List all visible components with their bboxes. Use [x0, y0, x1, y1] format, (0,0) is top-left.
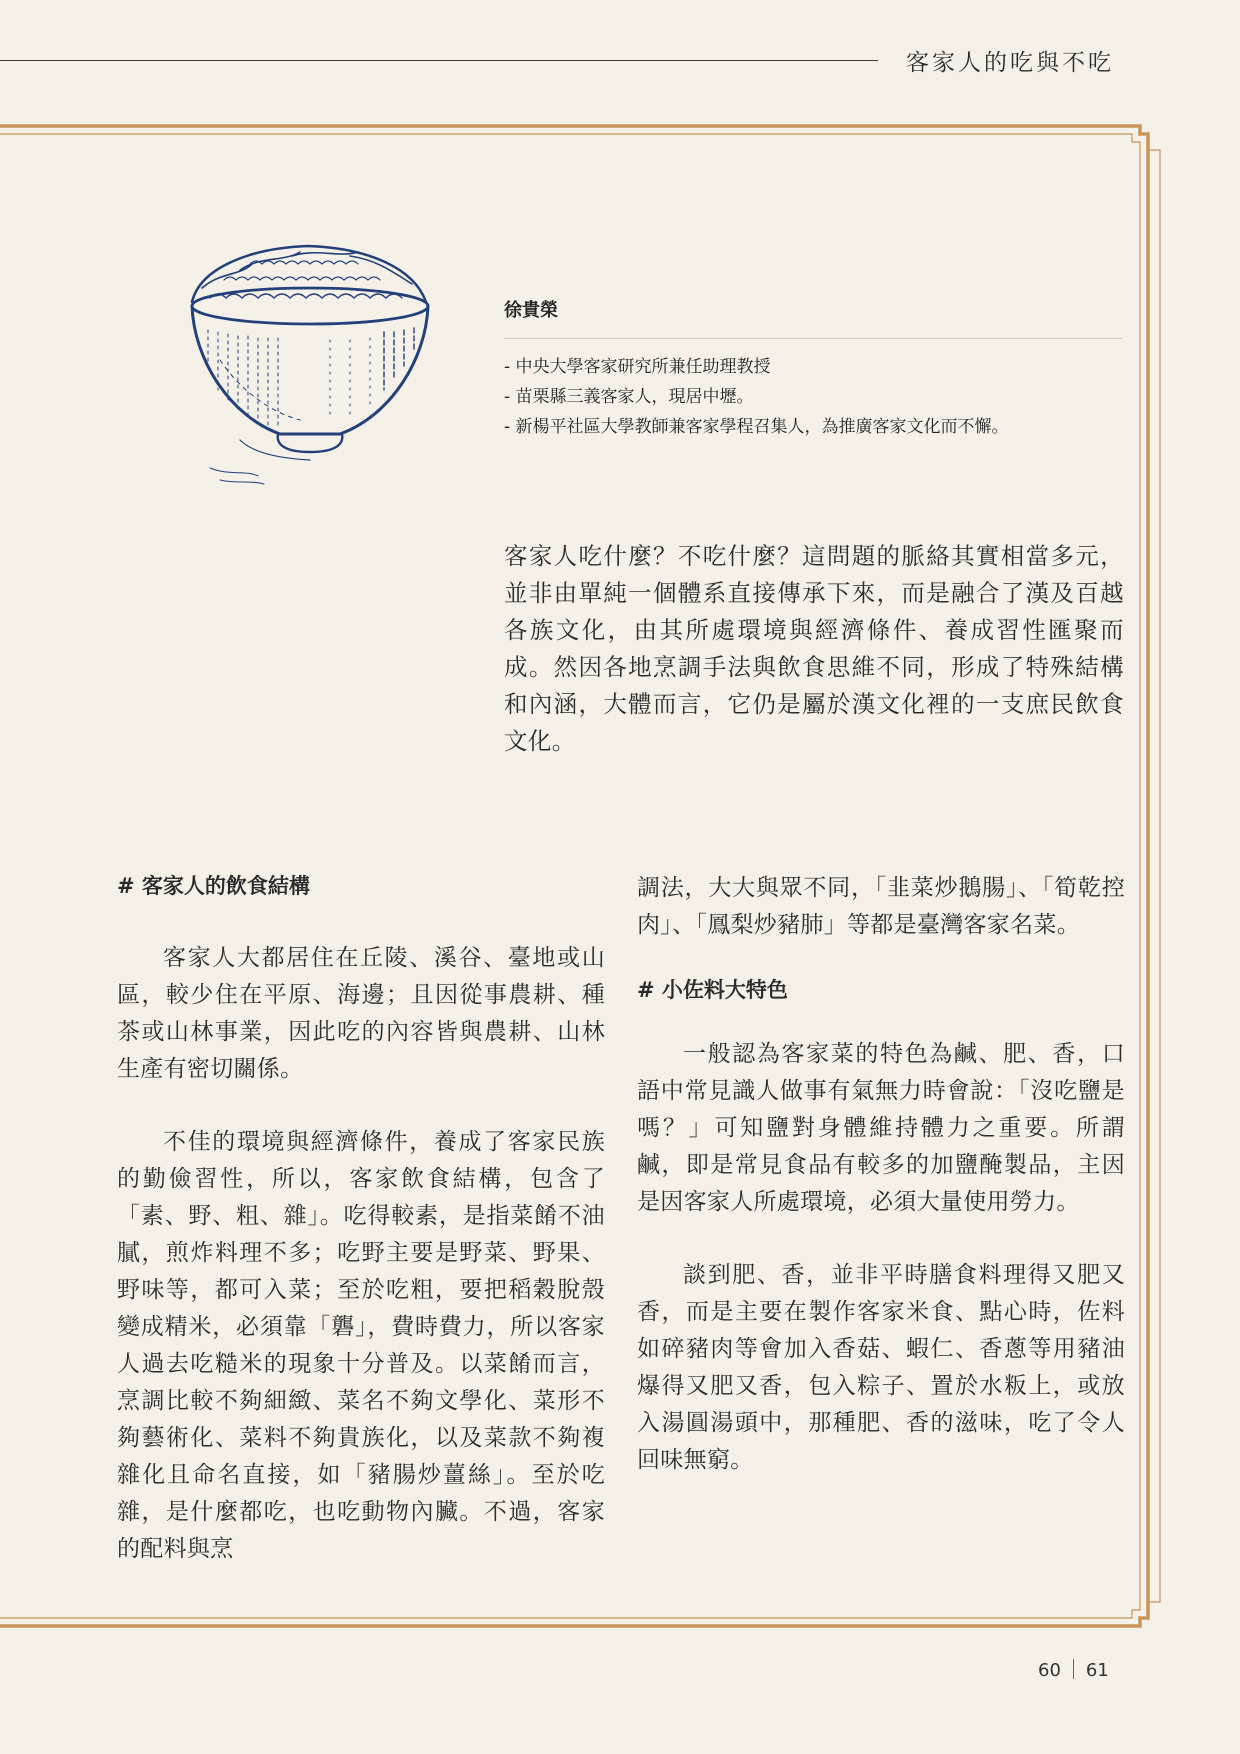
intro-paragraph: 客家人吃什麼？不吃什麼？這問題的脈絡其實相當多元，並非由單純一個體系直接傳承下來，而是融合了漢及百越各族文化，由其所處環境與經濟條件、養成習性匯聚而成。然因各地烹調手法與飲食思維不同，形成了特殊結構和內涵，大體而言，它仍是屬於漢文化裡的一支庶民飲食文化。 [504, 542, 1124, 755]
article-column-left [117, 868, 605, 1568]
page-number-left: 60 [1038, 1660, 1061, 1681]
body-paragraph: 一般認為客家菜的特色為鹹、肥、香，口語中常見識人做事有氣無力時會說：「沒吃鹽是嗎？」可知鹽對身體維持體力之重要。所謂鹹，即是常見食品有較多的加鹽醃製品，主因是因客家人所處環境，必須大量使用勞力。 [637, 1041, 1125, 1215]
page-number-right: 61 [1085, 1660, 1109, 1681]
body-paragraph-continued: 調法，大大與眾不同，「韭菜炒鵝腸」、「筍乾控肉」、「鳳梨炒豬肺」等都是臺灣客家名菜。 [637, 875, 1125, 938]
author-bio-item: - 中央大學客家研究所兼任助理教授 [504, 357, 771, 377]
section-heading-seasoning: # 小佐料大特色 [637, 978, 788, 1002]
author-bio-list [504, 352, 1009, 442]
page-numbers [1038, 1659, 1109, 1681]
body-paragraph: 談到肥、香，並非平時膳食料理得又肥又香，而是主要在製作客家米食、點心時，佐料如碎豬肉等會加入香菇、蝦仁、香蔥等用豬油爆得又肥又香，包入粽子、置於水粄上，或放入湯圓湯頭中，那種肥、香的滋味，吃了令人回味無窮。 [637, 1262, 1125, 1473]
author-bio-item: - 新楊平社區大學教師兼客家學程召集人，為推廣客家文化而不懈。 [504, 417, 1009, 437]
rice-bowl-icon [180, 240, 440, 500]
article-column-right [637, 870, 1125, 1479]
author-divider [504, 338, 1122, 339]
header-rule [0, 60, 878, 61]
running-header-title: 客家人的吃與不吃 [906, 50, 1114, 76]
page-number-separator [1073, 1659, 1074, 1679]
author-bio-item: - 苗栗縣三義客家人，現居中壢。 [504, 387, 754, 407]
body-paragraph: 不佳的環境與經濟條件，養成了客家民族的勤儉習性，所以，客家飲食結構，包含了「素、野、粗、雜」。吃得較素，是指菜餚不油膩，煎炸料理不多；吃野主要是野菜、野果、野味等，都可入菜；至於吃粗，要把稻穀脫殼變成精米，必須靠「礱」，費時費力，所以客家人過去吃糙米的現象十分普及。以菜餚而言，烹調比較不夠細緻、菜名不夠文學化、菜形不夠藝術化、菜料不夠貴族化，以及菜款不夠複雜化且命名直接，如「豬腸炒薑絲」。至於吃雜，是什麼都吃，也吃動物內臟。不過，客家的配料與烹 [117, 1129, 605, 1562]
section-heading-diet-structure: # 客家人的飲食結構 [117, 874, 310, 898]
author-name: 徐貴榮 [504, 300, 558, 321]
body-paragraph: 客家人大都居住在丘陵、溪谷、臺地或山區，較少住在平原、海邊；且因從事農耕、種茶或山林事業，因此吃的內容皆與農耕、山林生產有密切關係。 [117, 945, 605, 1082]
